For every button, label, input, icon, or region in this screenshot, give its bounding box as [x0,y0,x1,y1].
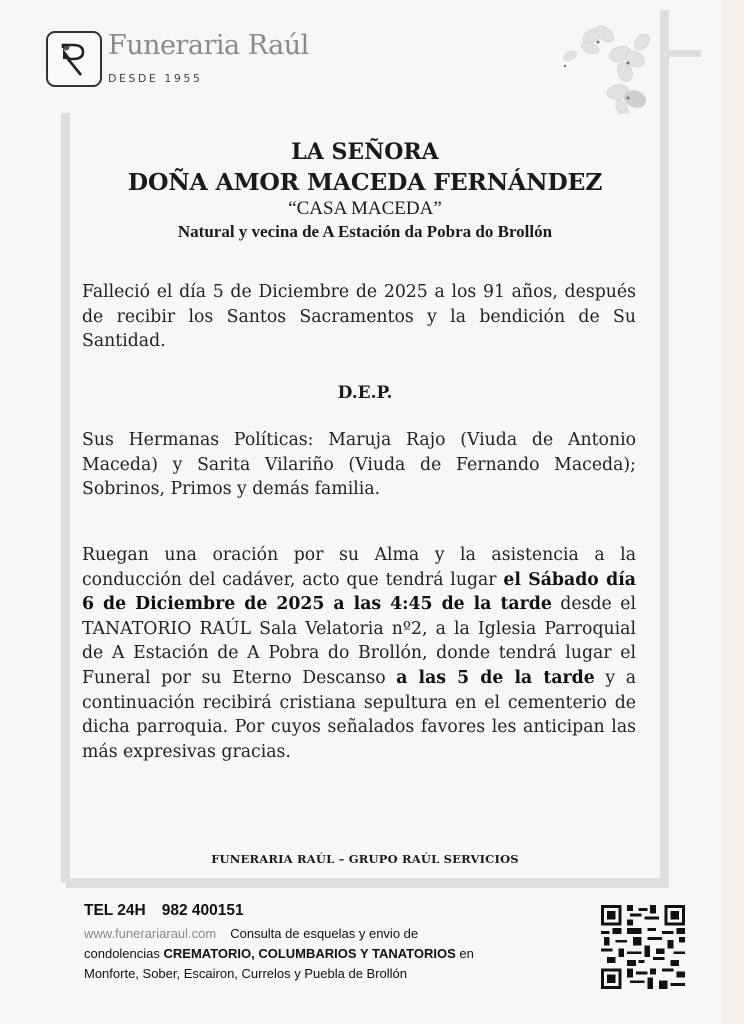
page-edge [723,0,744,1024]
deceased-nickname: “CASA MACEDA” [288,198,442,219]
logo-icon [46,31,102,87]
dep-label: D.E.P. [337,383,393,403]
family-paragraph: Sus Hermanas Políticas: Maruja Rajo (Viuda de Antonio Maceda) y Sarita Vilariño (Viuda de Fernando Maceda); Sobrinos, Primos y demás familia. [82,430,636,500]
deceased-name: DOÑA AMOR MACEDA FERNÁNDEZ [127,168,603,196]
services-list: CREMATORIO, COLUMBARIOS Y TANATORIOS [163,946,456,961]
ceremony-text-3: y a continuación recibirá cristiana sepultura en el cementerio de dicha parroquia. Por cuyos señalados favores les anticipan las más expresivas gracias. [82,667,636,762]
brand-name: Funeraria Raúl [108,30,309,61]
deceased-origin: Natural y vecina de A Estación da Pobra do Brollón [177,222,553,241]
ceremony-paragraph [82,543,636,764]
services-suffix: en [455,946,474,961]
consult-text: Consulta de esquelas y envio de [230,926,419,941]
tel-number[interactable]: 982 400151 [161,902,244,919]
cross-arm [669,50,701,57]
brand-since: DESDE 1955 [108,72,203,85]
frame-left [61,113,70,883]
signature: FUNERARIA RAÚL – GRUPO RAÚL SERVICIOS [211,852,519,866]
condolences-prefix: condolencias [84,946,164,961]
funeral-time: a las 5 de la tarde [396,667,595,688]
phone-line [84,902,474,920]
death-paragraph: Falleció el día 5 de Diciembre de 2025 a los 91 años, después de recibir los Santos Sacramentos y la bendición de Su Santidad. [82,282,636,352]
contact-block [84,902,474,984]
ceremony-text-2: desde el TANATORIO RAÚL Sala Velatoria nº2, a la Iglesia Parroquial de A Estación de A Pobra do Brollón, donde tendrá lugar el Funeral por su Eterno Descanso [82,594,636,688]
tel-label: TEL 24H [84,902,146,919]
qr-code-icon[interactable] [600,905,686,989]
website-link[interactable]: www.funerariaraul.com [84,926,217,941]
locations: Monforte, Sober, Escairon, Currelos y Puebla de Brollón [84,966,408,981]
frame-right [660,10,669,888]
frame-bottom [66,878,669,888]
ceremony-text-1: Ruegan una oración por su Alma y la asistencia a la conducción del cadáver, acto que tendrá lugar [82,545,636,590]
ceremony-date: el Sábado día 6 de Diciembre de 2025 a las 4:45 de la tarde [82,569,636,615]
flower-decoration-icon [550,14,660,114]
notice-heading [80,138,650,244]
notice-title: LA SEÑORA [291,139,439,165]
